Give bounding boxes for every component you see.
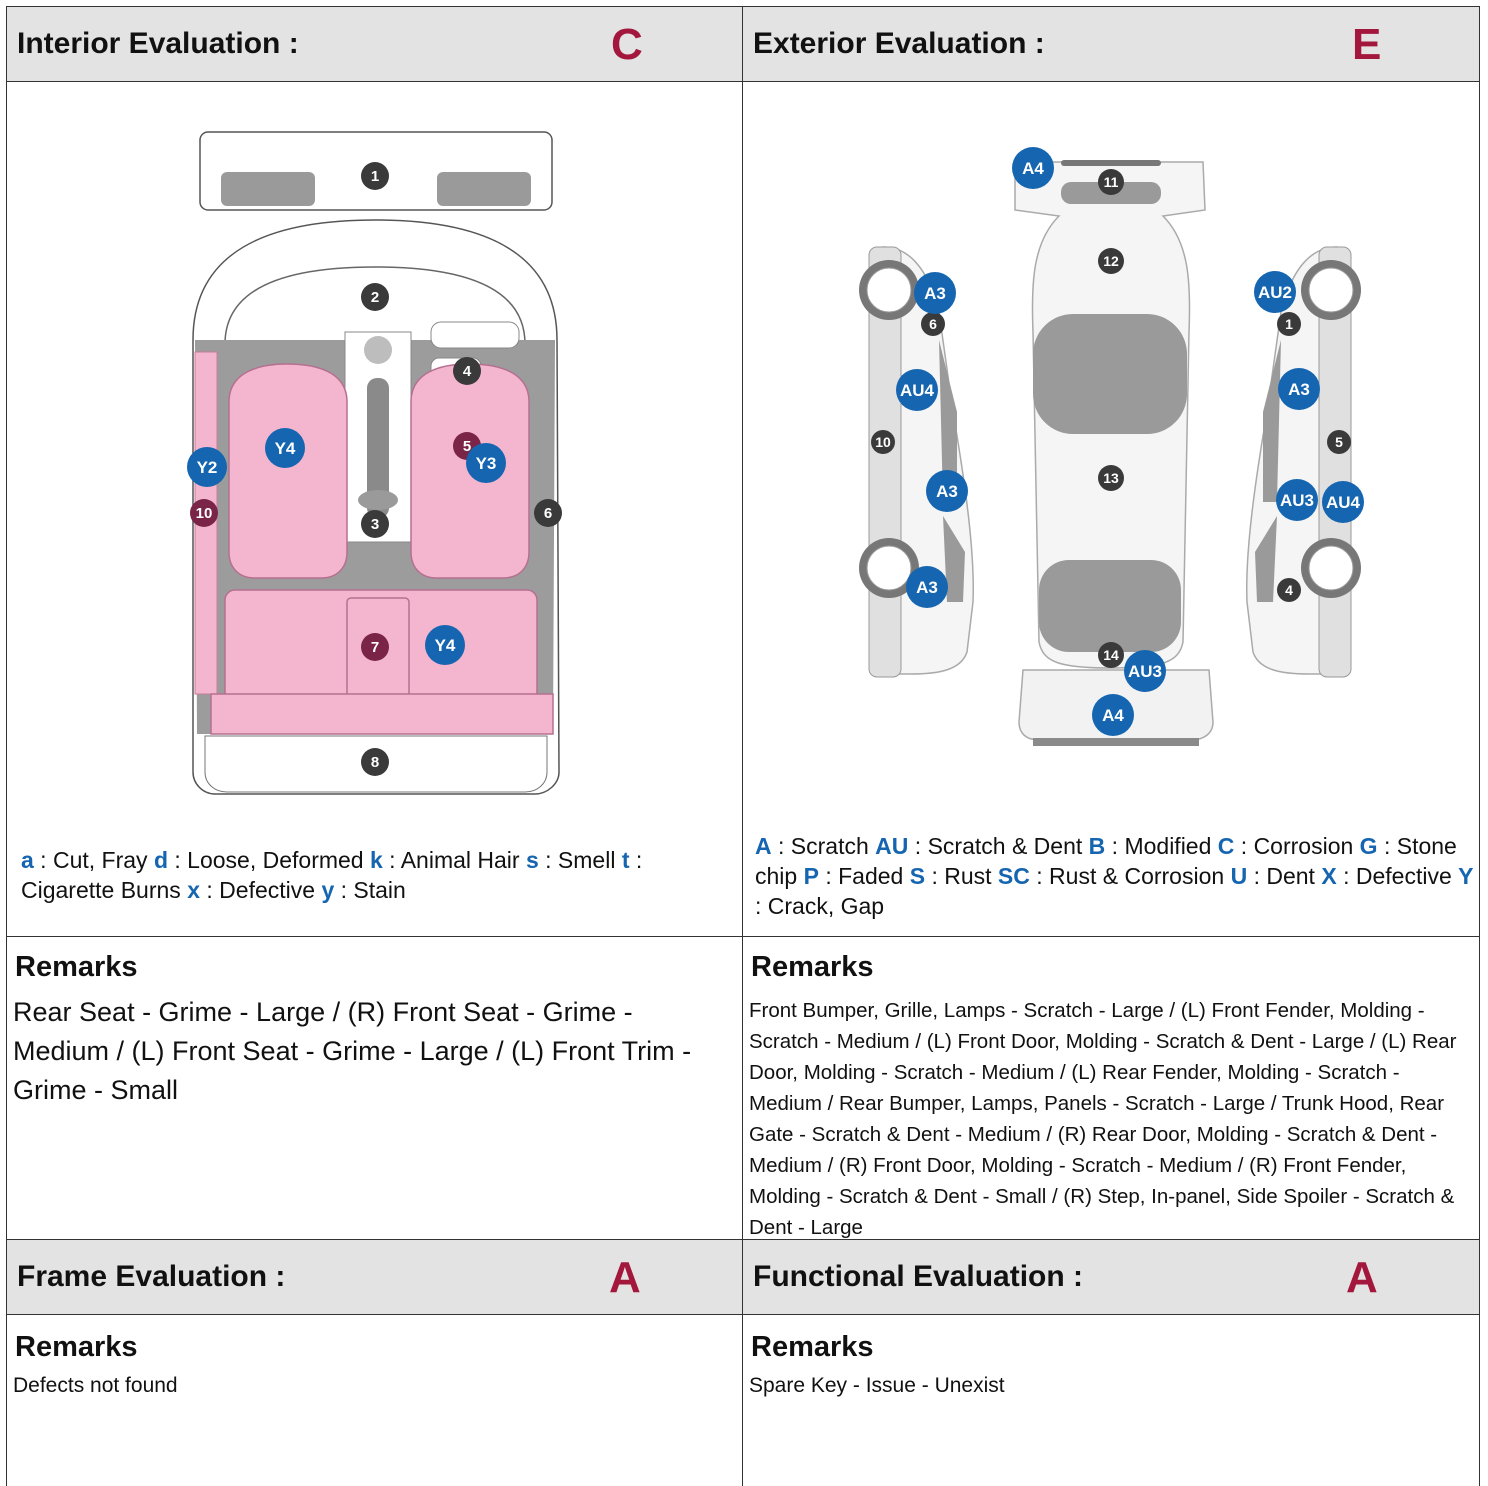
- tag-a3-left-front-fender: A3: [924, 284, 946, 303]
- marker-10: 10: [195, 505, 213, 522]
- interior-diagram: [7, 82, 741, 812]
- tag-a4-rear-bumper: A4: [1102, 706, 1124, 725]
- functional-title: Functional Evaluation :: [753, 1260, 1084, 1293]
- legend-item: P : Faded: [803, 863, 910, 889]
- legend-item: C : Corrosion: [1217, 833, 1360, 859]
- exterior-diagram-cell: [742, 81, 1480, 937]
- marker-6: 6: [929, 316, 937, 332]
- interior-diagram-cell: [6, 81, 743, 937]
- exterior-legend: [755, 831, 1477, 921]
- legend-item: B : Modified: [1088, 833, 1218, 859]
- legend-item: d : Loose, Deformed: [153, 847, 370, 873]
- evaluation-sheet: [6, 6, 1480, 1486]
- marker-7: 7: [370, 639, 380, 656]
- interior-header: [6, 6, 743, 82]
- exterior-remarks-cell: [742, 936, 1480, 1240]
- legend-item: X : Defective: [1321, 863, 1459, 889]
- legend-item: SC : Rust & Corrosion: [997, 863, 1231, 889]
- marker-13: 13: [1103, 470, 1119, 486]
- marker-12: 12: [1103, 253, 1119, 269]
- legend-item: Y : Crack, Gap: [755, 863, 1474, 919]
- frame-remarks-text: Defects not found: [13, 1374, 178, 1397]
- tag-au4-right-step: AU4: [1325, 493, 1361, 512]
- interior-grade: C: [611, 20, 643, 69]
- marker-1: 1: [1285, 316, 1293, 332]
- exterior-diagram: [743, 82, 1478, 812]
- marker-5: 5: [462, 438, 472, 455]
- interior-remarks-title: Remarks: [15, 951, 138, 983]
- frame-remarks-cell: [6, 1314, 743, 1486]
- functional-remarks-text: Spare Key - Issue - Unexist: [749, 1374, 1005, 1397]
- legend-item: y : Stain: [321, 877, 406, 903]
- legend-item: G : Stone chip: [755, 833, 1457, 889]
- marker-6: 6: [543, 505, 553, 522]
- tag-y4-left-front-seat: Y4: [274, 439, 296, 458]
- legend-item: s : Smell: [525, 847, 622, 873]
- tag-au4-left-front-door: AU4: [899, 381, 935, 400]
- frame-header: [6, 1239, 743, 1315]
- tag-au2-right-front-fender: AU2: [1257, 283, 1293, 302]
- exterior-remarks-text: Front Bumper, Grille, Lamps - Scratch - Large / (L) Front Fender, Molding - Scratch - Medium / (L) Front Door, Molding - Scratch & Dent - Large / (L) Rear Door, Molding - Scratch - Medium / (L) Rear Fender, Molding - Scratch - Medium / Rear Bumper, Lamps, Panels - Scratch - Large / Trunk Hood, Rear Gate - Scratch & Dent - Medium / (R) Rear Door, Molding - Scratch & Dent - Medium / (R) Front Door, Molding - Scratch - Medium / (R) Front Fender, Molding - Scratch & Dent - Small / (R) Step, In-panel, Side Spoiler - Scratch & Dent - Large: [749, 999, 1457, 1239]
- tag-y2-left-trim: Y2: [196, 458, 218, 477]
- marker-4: 4: [1285, 582, 1293, 598]
- marker-1: 1: [370, 168, 380, 185]
- functional-remarks-cell: [742, 1314, 1480, 1486]
- exterior-title: Exterior Evaluation :: [753, 27, 1045, 60]
- marker-5: 5: [1335, 434, 1343, 450]
- legend-item: AU : Scratch & Dent: [875, 833, 1089, 859]
- legend-item: t : Cigarette Burns: [21, 847, 643, 903]
- frame-title: Frame Evaluation :: [17, 1260, 286, 1293]
- legend-item: A : Scratch: [755, 833, 876, 859]
- tag-a4-front: A4: [1022, 159, 1044, 178]
- functional-grade: A: [1346, 1253, 1378, 1302]
- frame-grade: A: [609, 1253, 641, 1302]
- functional-header: [742, 1239, 1480, 1315]
- marker-2: 2: [370, 289, 380, 306]
- exterior-header: [742, 6, 1480, 82]
- interior-remarks-cell: [6, 936, 743, 1240]
- tag-a3-left-rear-door: A3: [936, 482, 958, 501]
- legend-item: x : Defective: [187, 877, 322, 903]
- frame-remarks-title: Remarks: [15, 1331, 138, 1363]
- interior-title: Interior Evaluation :: [17, 27, 299, 60]
- legend-item: U : Dent: [1230, 863, 1322, 889]
- exterior-remarks-title: Remarks: [751, 951, 874, 983]
- interior-remarks-text: Rear Seat - Grime - Large / (R) Front Seat - Grime - Medium / (L) Front Seat - Grime - Large / (L) Front Trim - Grime - Small: [13, 997, 692, 1105]
- marker-11: 11: [1103, 174, 1119, 190]
- functional-remarks-title: Remarks: [751, 1331, 874, 1363]
- legend-item: S : Rust: [909, 863, 998, 889]
- tag-au3-trunk: AU3: [1127, 662, 1163, 681]
- marker-3: 3: [370, 516, 380, 533]
- tag-a3-right-front-door: A3: [1288, 380, 1310, 399]
- interior-legend: [21, 845, 731, 905]
- tag-a3-left-rear-fender: A3: [916, 578, 938, 597]
- marker-10: 10: [875, 434, 891, 450]
- tag-au3-right-rear-door: AU3: [1279, 491, 1315, 510]
- exterior-grade: E: [1352, 20, 1382, 69]
- legend-item: k : Animal Hair: [370, 847, 526, 873]
- legend-item: a : Cut, Fray: [21, 847, 154, 873]
- tag-y3-right-front-seat: Y3: [475, 454, 497, 473]
- marker-14: 14: [1103, 647, 1119, 663]
- marker-4: 4: [462, 363, 472, 380]
- tag-y4-rear-seat: Y4: [434, 636, 456, 655]
- marker-8: 8: [370, 754, 380, 771]
